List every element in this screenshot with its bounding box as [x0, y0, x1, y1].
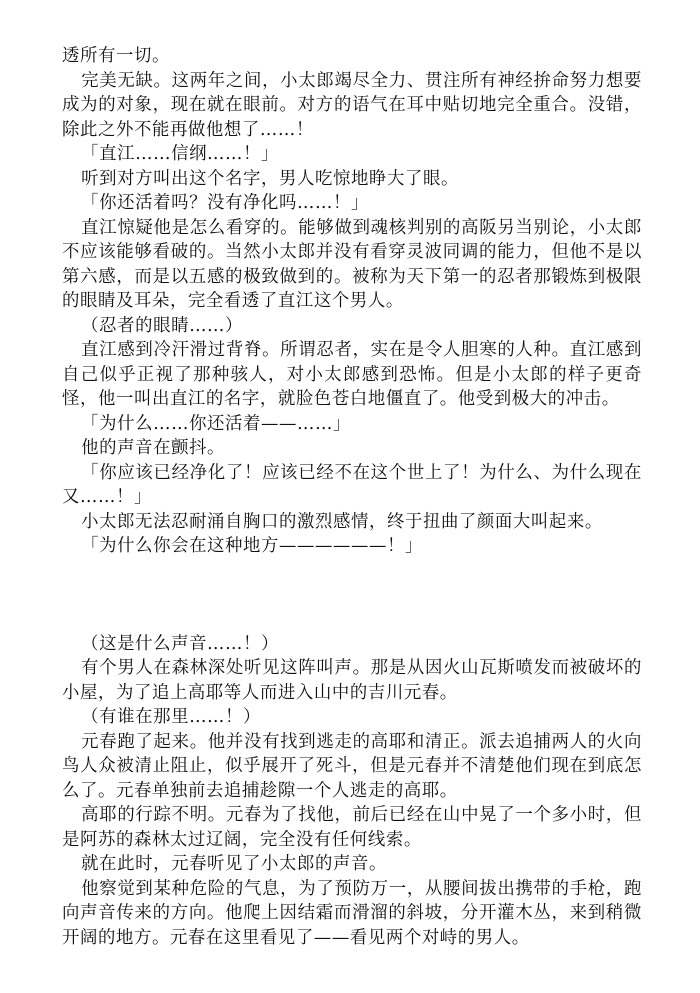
paragraph: 元春跑了起来。他并没有找到逃走的高耶和清正。派去追捕两人的火向鸟人众被清止阻止，似乎展开了死斗，但是元春并不清楚他们现在到底怎么了。元春单独前去追捕趁隙一个人逃走的高耶。 [62, 731, 642, 801]
dialogue-line: 「为什么……你还活着——……」 [81, 413, 351, 434]
document-page [62, 44, 642, 950]
paragraph: 直江感到冷汗滑过背脊。所谓忍者，实在是令人胆寒的人种。直江感到自己似乎正视了那种骇人，对小太郎感到恐怖。但是小太郎的样子更奇怪，他一叫出直江的名字，就脸色苍白地僵直了。他受到极大的冲击。 [62, 340, 642, 409]
paragraph: 直江惊疑他是怎么看穿的。能够做到魂核判别的高阪另当别论，小太郎不应该能够看破的。当然小太郎并没有看穿灵波同调的能力，但他不是以第六感，而是以五感的极致做到的。被称为天下第一的忍者那锻炼到极限的眼睛及耳朵，完全看透了直江这个男人。 [62, 217, 642, 311]
dialogue-line: 「你应该已经净化了！应该已经不在这个世上了！为什么、为什么现在又……！」 [62, 462, 642, 507]
paragraph: 他察觉到某种危险的气息，为了预防万一，从腰间拔出携带的手枪，跑向声音传来的方向。他爬上因结霜而滑溜的斜坡，分开灌木丛，来到稍微开阔的地方。元春在这里看见了——看见两个对峙的男人。 [62, 878, 642, 948]
dialogue-line: 「直江……信纲……！」 [81, 144, 280, 164]
paragraph: 就在此时，元春听见了小太郎的声音。 [81, 854, 387, 874]
paragraph: 透所有一切。 [62, 46, 170, 66]
inner-thought: （忍者的眼睛……） [81, 315, 244, 336]
paragraph: 听到对方叫出这个名字，男人吃惊地睁大了眼。 [81, 168, 459, 189]
paragraph: 高耶的行踪不明。元春为了找他，前后已经在山中晃了一个多小时，但是阿苏的森林太过辽阔，完全没有任何线索。 [62, 805, 642, 850]
dialogue-line: 「为什么你会在这种地方——————！」 [81, 536, 423, 556]
inner-thought: （这是什么声音……！） [81, 633, 280, 654]
paragraph: 有个男人在森林深处听见这阵叫声。那是从因火山瓦斯喷发而被破坏的小屋，为了追上高耶等人而进入山中的吉川元春。 [62, 658, 642, 703]
paragraph: 他的声音在颤抖。 [81, 438, 226, 458]
paragraph: 小太郎无法忍耐涌自胸口的激烈感情，终于扭曲了颜面大叫起来。 [81, 511, 603, 532]
section-1 [62, 44, 642, 559]
section-break [62, 559, 642, 632]
paragraph: 完美无缺。这两年之间，小太郎竭尽全力、贯注所有神经拚命努力想要成为的对象，现在就在眼前。对方的语气在耳中贴切地完全重合。没错，除此之外不能再做他想了……！ [62, 70, 642, 140]
section-2 [62, 632, 642, 951]
inner-thought: （有谁在那里……！） [81, 707, 262, 727]
dialogue-line: 「你还活着吗？没有净化吗……！」 [81, 193, 369, 213]
